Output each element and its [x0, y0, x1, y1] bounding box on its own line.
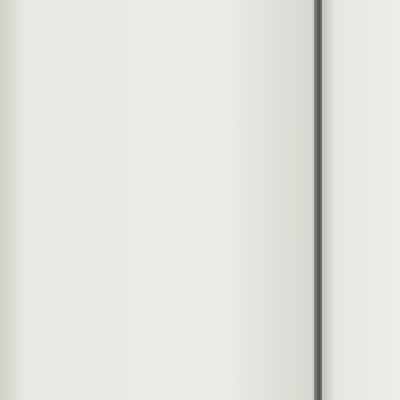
right-page — [322, 0, 400, 400]
